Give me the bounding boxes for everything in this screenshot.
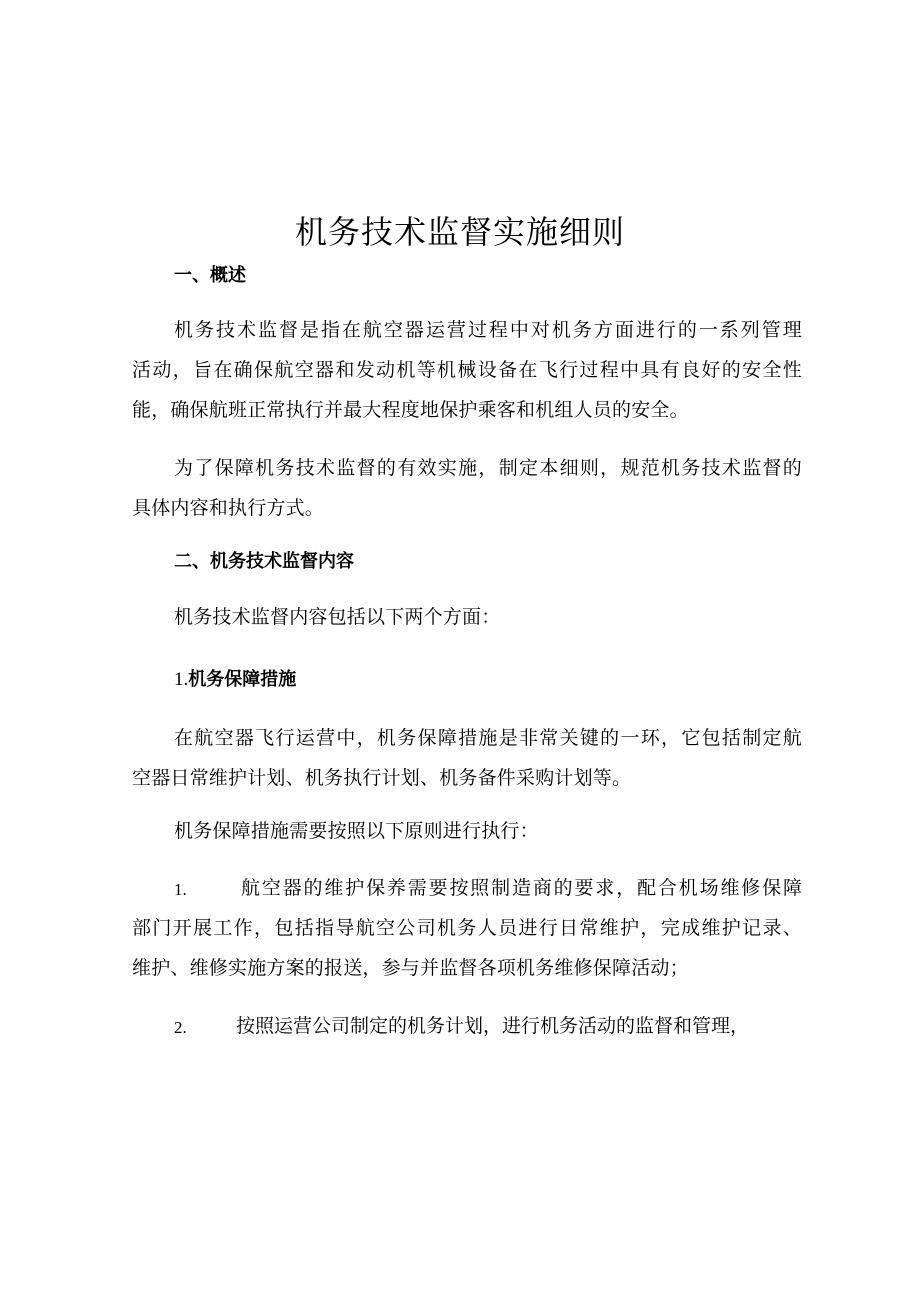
list-item-number: 2. [174,1018,187,1037]
paragraph-line: 在航空器飞行运营中，机务保障措施是非常关键的一环，它包括制定航 [174,727,802,749]
list-item-line: 航空器的维护保养需要按照制造商的要求，配合机场维修保障 [241,877,802,899]
paragraph-line: 机务技术监督内容包括以下两个方面： [174,606,501,628]
paragraph-line: 活动，旨在确保航空器和发动机等机械设备在飞行过程中具有良好的安全性 [132,359,802,381]
subsection-heading [174,666,296,694]
subsection-number: 1. [174,669,189,690]
list-item-line: 按照运营公司制定的机务计划，进行机务活动的监督和管理， [236,1015,750,1037]
list-item-line: 部门开展工作，包括指导航空公司机务人员进行日常维护，完成维护记录、 [132,917,802,939]
subsection-title: 机务保障措施 [188,669,297,690]
section-heading-content: 二、机务技术监督内容 [174,551,354,572]
paragraph-line: 能，确保航班正常执行并最大程度地保护乘客和机组人员的安全。 [132,399,689,421]
section-heading-overview: 一、概述 [174,265,246,286]
list-item-line: 维护、维修实施方案的报送，参与并监督各项机务维修保障活动； [132,957,689,979]
paragraph-line: 机务技术监督是指在航空器运营过程中对机务方面进行的一系列管理 [174,319,802,341]
paragraph-line: 为了保障机务技术监督的有效实施，制定本细则，规范机务技术监督的 [174,457,802,479]
paragraph-line: 机务保障措施需要按照以下原则进行执行： [174,820,539,842]
list-item-number: 1. [174,880,187,899]
paragraph-line: 具体内容和执行方式。 [132,497,325,519]
document-title: 机务技术监督实施细则 [294,213,625,251]
paragraph-line: 空器日常维护计划、机务执行计划、机务备件采购计划等。 [132,767,632,789]
